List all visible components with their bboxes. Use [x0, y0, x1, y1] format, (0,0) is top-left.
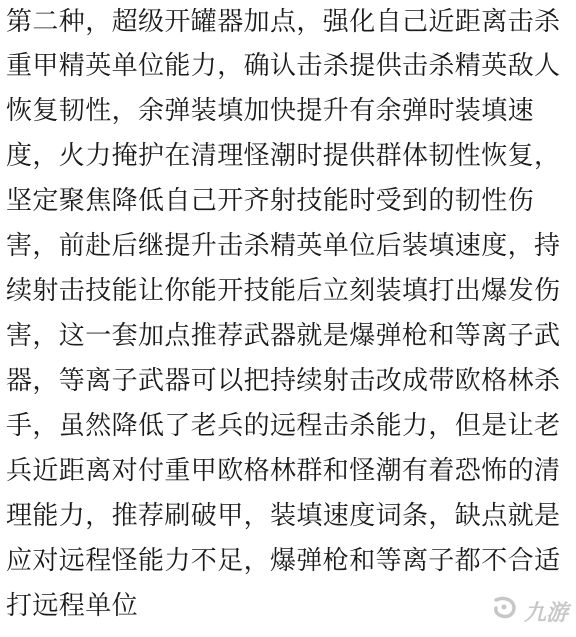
jiuyou-logo-icon	[490, 594, 520, 629]
text-line: 坚定聚焦降低自己开齐射技能时受到的韧性伤	[6, 186, 535, 216]
text-line: 理能力，推荐刷破甲，装填速度词条，缺点就是	[6, 501, 561, 531]
text-line: 恢复韧性，余弹装填加快提升有余弹时装填速	[6, 96, 535, 126]
text-line: 打远程单位	[6, 591, 139, 621]
text-line: 重甲精英单位能力，确认击杀提供击杀精英敌人	[6, 51, 561, 81]
watermark	[476, 591, 568, 631]
text-line: 器，等离子武器可以把持续射击改成带欧格林杀	[6, 366, 561, 396]
text-line: 第二种，超级开罐器加点，强化自己近距离击杀	[6, 7, 561, 37]
text-line: 害，这一套加点推荐武器就是爆弹枪和等离子武	[6, 321, 561, 351]
text-line: 兵近距离对付重甲欧格林群和怪潮有着恐怖的清	[6, 456, 561, 486]
watermark-text: 九游	[523, 600, 568, 626]
text-line: 手，虽然降低了老兵的远程击杀能力，但是让老	[6, 411, 561, 441]
text-line: 害，前赴后继提升击杀精英单位后装填速度，持	[6, 231, 561, 261]
article-body	[6, 0, 572, 637]
text-line: 应对远程怪能力不足，爆弹枪和等离子都不合适	[6, 546, 561, 576]
text-line: 续射击技能让你能开技能后立刻装填打出爆发伤	[6, 276, 561, 306]
text-line: 度，火力掩护在清理怪潮时提供群体韧性恢复，	[6, 141, 561, 171]
